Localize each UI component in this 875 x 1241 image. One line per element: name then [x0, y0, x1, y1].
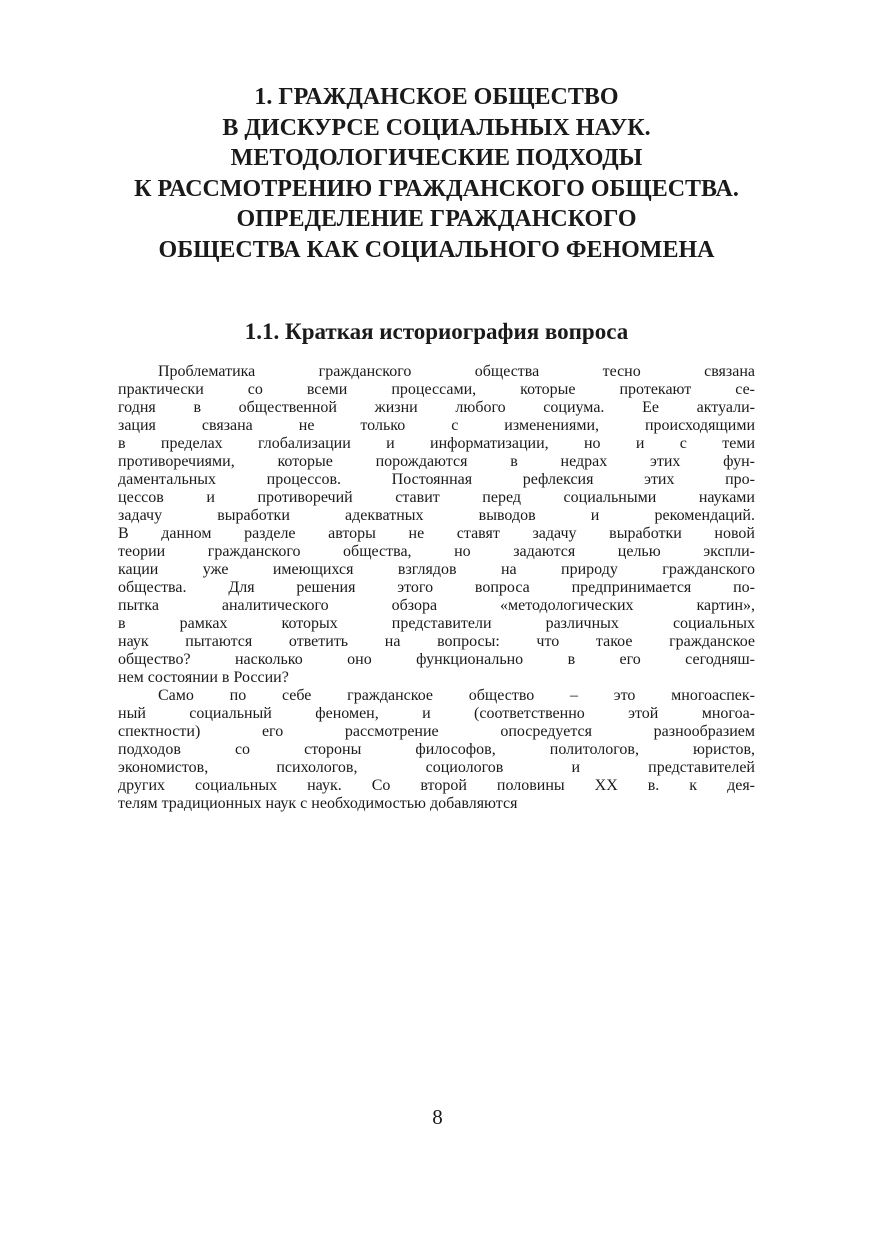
text-line: других социальных наук. Со второй половины XX в. к дея- [118, 777, 755, 794]
text-line: спектности) его рассмотрение опосредуется разнообразием [118, 723, 755, 740]
text-line: Само по себе гражданское общество – это многоаспек- [158, 687, 755, 704]
chapter-title-line: МЕТОДОЛОГИЧЕСКИЕ ПОДХОДЫ [230, 145, 643, 171]
section-heading: 1.1. Краткая историография вопроса [244, 319, 629, 344]
text-line: кации уже имеющихся взглядов на природу гражданского [118, 561, 755, 578]
text-line: практически со всеми процессами, которые протекают се- [118, 381, 755, 398]
text-line: Проблематика гражданского общества тесно связана [158, 363, 755, 380]
text-line: даментальных процессов. Постоянная рефлексия этих про- [118, 471, 755, 488]
text-line: задачу выработки адекватных выводов и рекомендаций. [118, 507, 755, 524]
chapter-title-line: ОПРЕДЕЛЕНИЕ ГРАЖДАНСКОГО [236, 206, 637, 232]
chapter-title-line: 1. ГРАЖДАНСКОЕ ОБЩЕСТВО [254, 84, 619, 110]
paragraph [118, 363, 755, 687]
text-line: телям традиционных наук с необходимостью добавляются [118, 795, 518, 812]
chapter-title-line: В ДИСКУРСЕ СОЦИАЛЬНЫХ НАУК. [222, 114, 651, 141]
text-line: годня в общественной жизни любого социума. Ее актуали- [118, 399, 755, 416]
page-content [118, 82, 755, 813]
text-line: нем состоянии в России? [118, 669, 289, 686]
text-line: общества. Для решения этого вопроса предпринимается по- [118, 579, 755, 596]
text-line: наук пытаются ответить на вопросы: что такое гражданское [118, 633, 755, 650]
chapter-title-line: ОБЩЕСТВА КАК СОЦИАЛЬНОГО ФЕНОМЕНА [158, 236, 715, 263]
text-line: противоречиями, которые порождаются в недрах этих фун- [118, 453, 755, 470]
text-line: экономистов, психологов, социологов и представителей [118, 759, 755, 776]
text-line: ный социальный феномен, и (соответственно этой многоа- [118, 705, 755, 722]
paragraph [118, 687, 755, 813]
text-line: зация связана не только с изменениями, происходящими [118, 417, 755, 434]
text-line: в пределах глобализации и информатизации, но и с теми [118, 435, 755, 452]
page-number: 8 [432, 1105, 443, 1129]
text-line: подходов со стороны философов, политологов, юристов, [118, 741, 755, 758]
text-line: цессов и противоречий ставит перед социальными науками [118, 489, 755, 506]
text-line: теории гражданского общества, но задаются целью экспли- [118, 543, 755, 560]
chapter-title-line: К РАССМОТРЕНИЮ ГРАЖДАНСКОГО ОБЩЕСТВА. [134, 175, 739, 202]
body-text [118, 363, 755, 813]
text-line: пытка аналитического обзора «методологических картин», [118, 597, 755, 614]
text-line: в рамках которых представители различных социальных [118, 615, 755, 632]
chapter-title [118, 82, 755, 265]
text-line: общество? насколько оно функционально в его сегодняш- [118, 651, 755, 668]
text-line: В данном разделе авторы не ставят задачу выработки новой [118, 525, 755, 542]
